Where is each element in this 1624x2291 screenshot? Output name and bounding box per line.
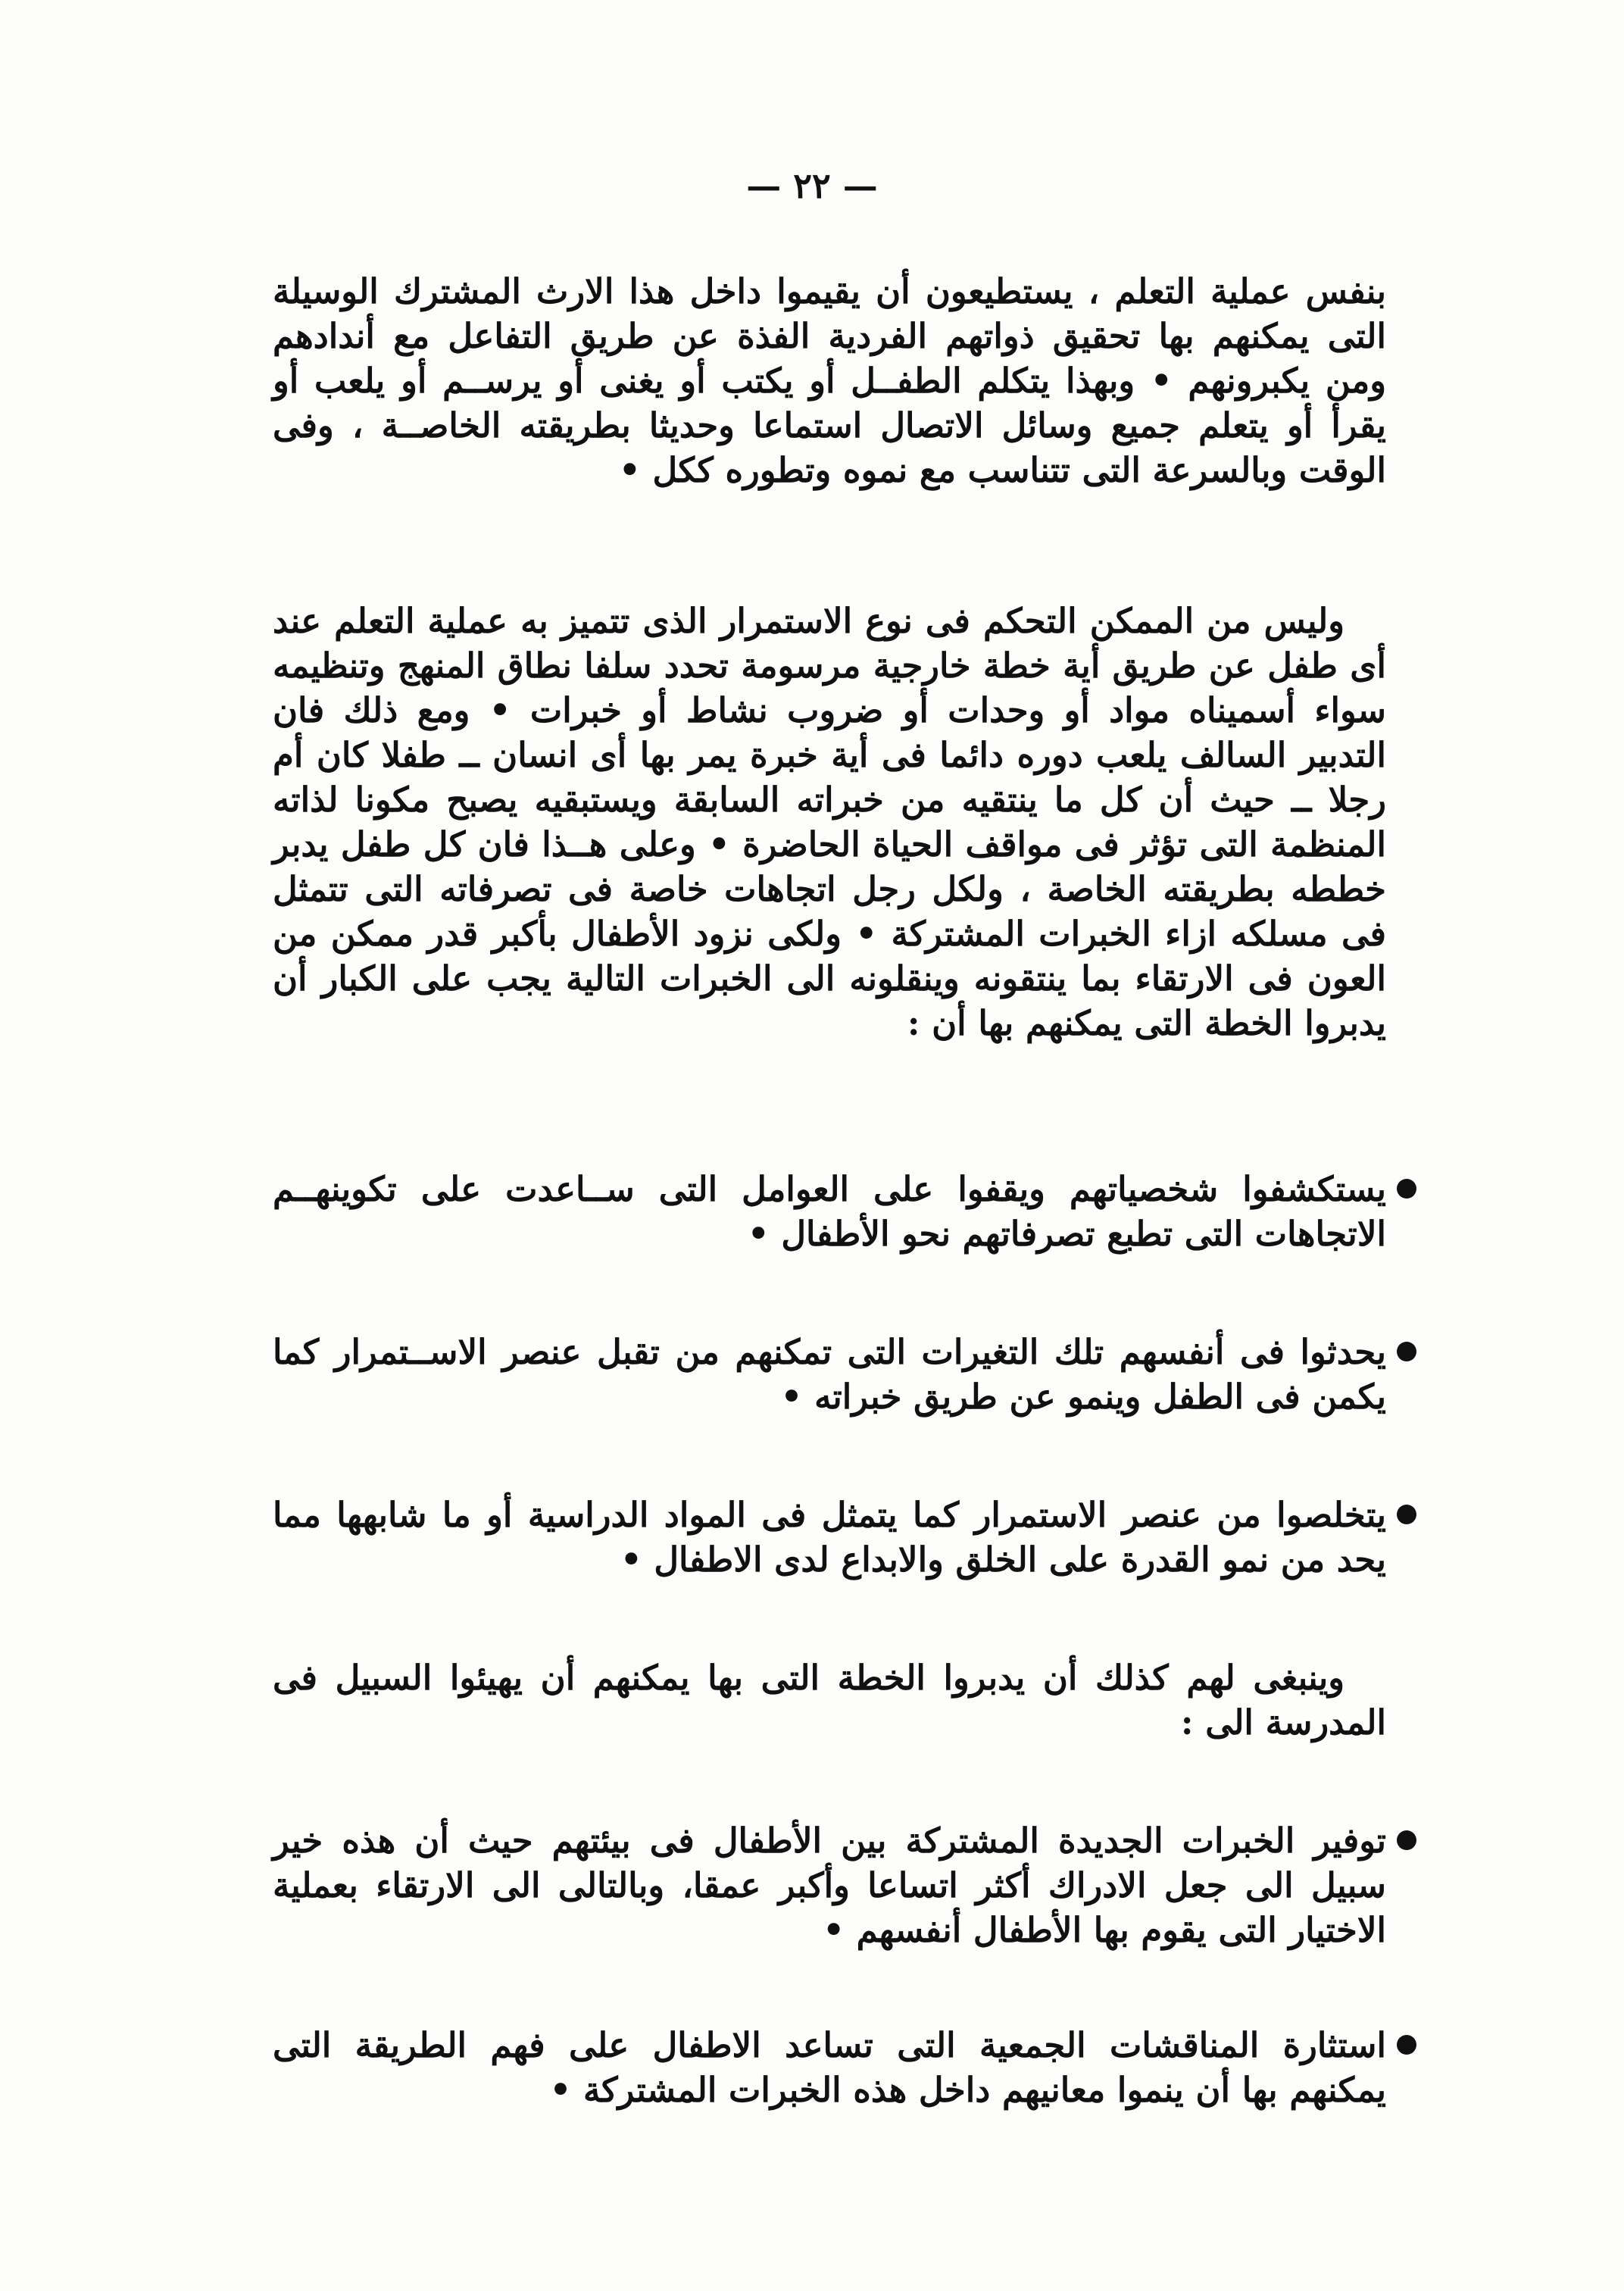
bullet-item-4 — [273, 1818, 1386, 1952]
paragraph-1-block — [273, 269, 1386, 492]
bullet-text-5: استثارة المناقشات الجمعية التى تساعد الاطفال على فهم الطريقة التى يمكنهم بها أن ينموا معانيهم داخل هذه الخبرات المشتركة • — [273, 2025, 1386, 2110]
paragraph-3: وينبغى لهم كذلك أن يدبروا الخطة التى بها يمكنهم أن يهيئوا السبيل فى المدرسة الى : — [273, 1658, 1386, 1742]
bullet-text-4: توفير الخبرات الجديدة المشتركة بين الأطفال فى بيئتهم حيث أن هذه خير سبيل الى جعل الادراك أكثر اتساعا وأكبر عمقا، وبالتالى الى الارتقاء بعملية الاختيار التى يقوم بها الأطفال أنفسهم • — [273, 1821, 1386, 1950]
bullet-text-2: يحدثوا فى أنفسهم تلك التغيرات التى تمكنهم من تقبل عنصر الاســتمرار كما يكمن فى الطفل وينمو عن طريق خبراته • — [273, 1332, 1386, 1417]
bullet-item-1 — [273, 1167, 1386, 1256]
bullet-text-3: يتخلصوا من عنصر الاستمرار كما يتمثل فى المواد الدراسية أو ما شابهها مما يحد من نمو القدرة على الخلق والابداع لدى الاطفال • — [273, 1495, 1386, 1580]
bullet-dot-icon — [1397, 1505, 1416, 1524]
bullet-item-3 — [273, 1492, 1386, 1582]
bullet-dot-icon — [1397, 1830, 1416, 1850]
bullet-item-5 — [273, 2023, 1386, 2112]
page-number: — ٢٢ — — [746, 165, 878, 206]
bullet-item-2 — [273, 1330, 1386, 1419]
bullet-text-1: يستكشفوا شخصياتهم ويقفوا على العوامل التى ســاعدت على تكوينهــم الاتجاهات التى تطبع تصرفاتهم نحو الأطفال • — [273, 1169, 1386, 1254]
bullet-dot-icon — [1397, 1179, 1416, 1199]
paragraph-2: وليس من الممكن التحكم فى نوع الاستمرار الذى تتميز به عملية التعلم عند أى طفل عن طريق أية خطة خارجية مرسومة تحدد سلفا نطاق المنهج وتنظيمه سواء أسميناه مواد أو وحدات أو ضروب نشاط أو خبرات • ومع ذلك فان التدبير السالف يلعب دوره دائما فى أية خبرة يمر بها أى انسان ــ طفلا كان أم رجلا ــ حيث أن كل ما ينتقيه من خبراته السابقة ويستبقيه يصبح مكونا لذاته المنظمة التى تؤثر فى مواقف الحياة الحاضرة • وعلى هــذا فان كل طفل يدبر خططه بطريقته الخاصة ، ولكل رجل اتجاهات خاصة فى تصرفاته التى تتمثل فى مسلكه ازاء الخبرات المشتركة • ولكى نزود الأطفال بأكبر قدر ممكن من العون فى الارتقاء بما ينتقونه وينقلونه الى الخبرات التالية يجب على الكبار أن يدبروا الخطة التى يمكنهم بها أن : — [273, 601, 1386, 1043]
paragraph-2-block — [273, 599, 1386, 1045]
bullet-dot-icon — [1397, 1342, 1416, 1361]
paragraph-3-block — [273, 1655, 1386, 1745]
bullet-dot-icon — [1397, 2035, 1416, 2055]
paragraph-1: بنفس عملية التعلم ، يستطيعون أن يقيموا داخل هذا الارث المشترك الوسيلة التى يمكنهم بها تحقيق ذواتهم الفردية الفذة عن طريق التفاعل مع أندادهم ومن يكبرونهم • وبهذا يتكلم الطفــل أو يكتب أو يغنى أو يرســم أو يلعب أو يقرأ أو يتعلم جميع وسائل الاتصال استماعا وحديثا بطريقته الخاصــة ، وفى الوقت وبالسرعة التى تتناسب مع نموه وتطوره ككل • — [273, 271, 1386, 490]
